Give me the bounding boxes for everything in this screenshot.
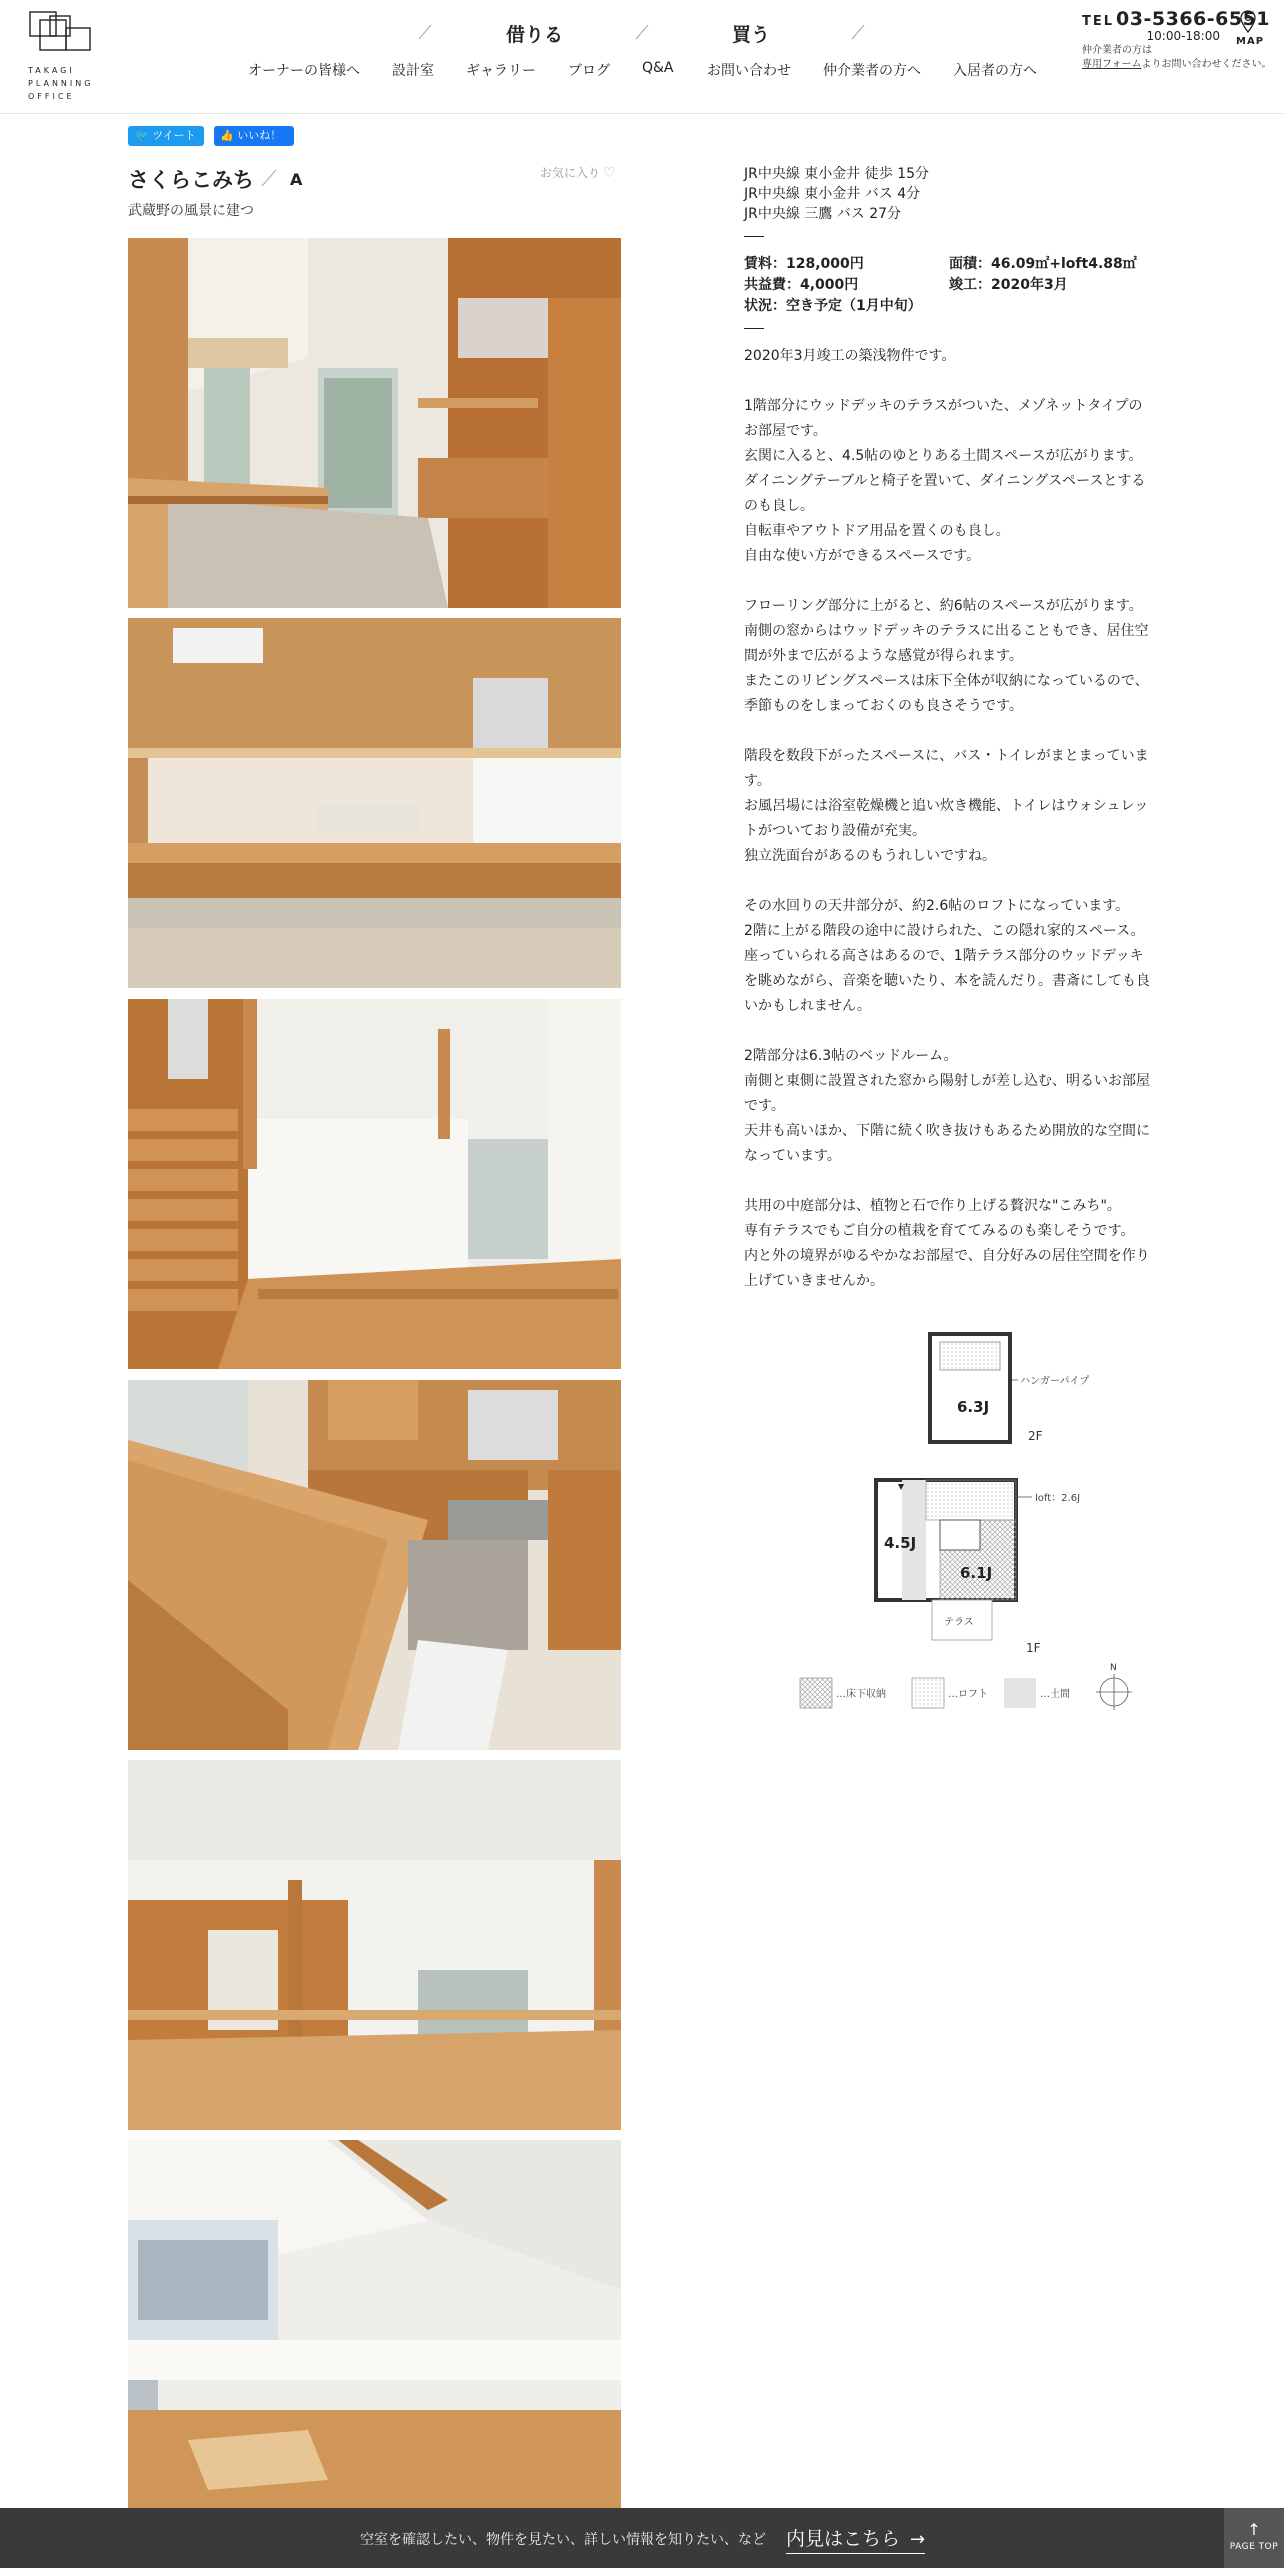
page-top-button[interactable]	[1224, 2508, 1284, 2568]
photo-interior-2	[128, 618, 621, 988]
phone-number[interactable]	[1082, 8, 1271, 30]
access-line: JR中央線 東小金井 徒歩 15分	[744, 166, 930, 182]
divider-rule	[744, 328, 764, 329]
legend-storage: …床下収納	[836, 1689, 886, 1700]
description-paragraph: その水回りの天井部分が、約2.6帖のロフトになっています。 2階に上がる階段の途中に設けられた、この隠れ家的スペース。 座っていられる高さはあるので、1階テラス部分のウッドデッキを眺めながら、音楽を聴いたり、本を読んだり。書斎にしても良いかもしれません。	[744, 898, 1150, 1014]
thumbs-up-icon: 👍	[220, 129, 234, 142]
tweet-label: ツイート	[152, 129, 196, 142]
logo-text-line1: TAKAGI	[28, 66, 75, 75]
fp-terrace-label: テラス	[944, 1617, 974, 1628]
agent-note-line2	[1082, 58, 1272, 72]
fp-loft-label: loft：2.6J	[1035, 1493, 1081, 1504]
sub-nav-design-studio[interactable]: 設計室	[392, 63, 434, 79]
description-paragraph: 2階部分は6.3帖のベッドルーム。 南側と東側に設置された窓から陽射しが差し込む、明るいお部屋です。 天井も高いほか、下階に続く吹き抜けもあるため開放的な空間になっています。	[744, 1048, 1150, 1164]
legend-loft: …ロフト	[948, 1689, 988, 1700]
property-specs	[744, 254, 1164, 317]
map-pin-icon	[1239, 10, 1257, 34]
property-name: さくらこみち	[128, 168, 254, 192]
fp-room-2f: 6.3J	[957, 1398, 990, 1416]
logo-text-line2: PLANNING	[28, 79, 94, 88]
access-line: JR中央線 東小金井 バス 4分	[744, 186, 921, 202]
fp-floor-2f: 2F	[1028, 1429, 1043, 1443]
floor-plan-drawing	[790, 1322, 1162, 1717]
property-photo[interactable]	[128, 999, 621, 1369]
spec-rent: 賃料：128,000円	[744, 256, 864, 272]
viewing-link[interactable]	[786, 2524, 925, 2554]
cta-text: 空室を確認したい、物件を見たい、詳しい情報を知りたい、など	[360, 2532, 766, 2548]
fp-floor-1f: 1F	[1026, 1641, 1041, 1655]
sub-nav-residents[interactable]: 入居者の方へ	[953, 63, 1037, 79]
property-description	[744, 344, 1154, 1294]
property-photo[interactable]	[128, 2140, 621, 2508]
description-paragraph: 階段を数段下がったスペースに、バス・トイレがまとまっています。 お風呂場には浴室乾燥機と追い炊き機能、トイレはウォシュレットがついており設備が充実。 独立洗面台があるのもうれしいですね。	[744, 748, 1149, 864]
slash-divider	[632, 22, 652, 42]
north-arrow-icon	[1096, 1663, 1132, 1710]
facebook-like-button[interactable]	[214, 126, 294, 146]
nav-rent[interactable]: 借りる	[506, 24, 564, 46]
slash-divider	[848, 22, 868, 42]
arrow-up-icon: ↑	[1247, 2520, 1261, 2539]
photo-interior-5	[128, 1760, 621, 2130]
nav-buy[interactable]: 買う	[732, 24, 771, 46]
property-subtitle: 武蔵野の風景に建つ	[128, 203, 254, 219]
logo-text-line3: OFFICE	[28, 92, 75, 101]
access-info	[744, 164, 929, 224]
divider-rule	[744, 236, 764, 237]
sub-nav-owners[interactable]: オーナーの皆様へ	[248, 63, 360, 79]
legend-doma: …土間	[1040, 1689, 1070, 1700]
description-paragraph: 1階部分にウッドデッキのテラスがついた、メゾネットタイプのお部屋です。 玄関に入ると、4.5帖のゆとりある土間スペースが広がります。 ダイニングテーブルと椅子を置いて、ダイニングスペースとするのも良し。 自転車やアウトドア用品を置くのも良し。 自由な使い方ができるスペースです。	[744, 398, 1146, 564]
slash-divider	[258, 166, 280, 190]
tel-prefix: TEL	[1082, 14, 1115, 29]
favorite-label: お気に入り	[540, 166, 601, 180]
spec-common-fee: 共益費：4,000円	[744, 277, 859, 293]
property-photo[interactable]	[128, 238, 621, 608]
fp-room-61: 6.1J	[960, 1564, 993, 1582]
sub-nav-blog[interactable]: ブログ	[568, 63, 610, 79]
property-unit: A	[290, 170, 303, 189]
map-button[interactable]	[1236, 10, 1265, 50]
photo-interior-6	[128, 2140, 621, 2508]
description-paragraph: フローリング部分に上がると、約6帖のスペースが広がります。 南側の窓からはウッドデッキのテラスに出ることもでき、居住空間が外まで広がるような感覚が得られます。 またこのリビングスペースは床下全体が収納になっているので、季節ものをしまっておくのも良さそうです。	[744, 598, 1149, 714]
property-photo[interactable]	[128, 1380, 621, 1750]
agent-note-suffix: よりお問い合わせください。	[1141, 59, 1272, 70]
viewing-link-label: 内見はこちら	[786, 2528, 901, 2550]
tel-number: 03-5366-6551	[1116, 8, 1271, 30]
sub-nav-gallery[interactable]: ギャラリー	[466, 63, 536, 79]
page-top-label: PAGE TOP	[1229, 2542, 1279, 2552]
site-header	[0, 0, 1284, 114]
property-photo[interactable]	[128, 1760, 621, 2130]
twitter-bird-icon: 🐦	[135, 129, 149, 142]
agent-form-link[interactable]: 専用フォーム	[1082, 59, 1142, 70]
logo-mark	[28, 10, 94, 52]
photo-interior-1	[128, 238, 621, 608]
spec-status: 状況：空き予定（1月中旬）	[744, 298, 922, 314]
description-paragraph: 2020年3月竣工の築浅物件です。	[744, 348, 956, 364]
fp-hanger-label: ハンガーパイプ	[1020, 1376, 1090, 1387]
agent-note-line1: 仲介業者の方は	[1082, 45, 1152, 56]
access-line: JR中央線 三鷹 バス 27分	[744, 206, 902, 222]
fp-room-45: 4.5J	[884, 1534, 917, 1552]
floor-plan[interactable]	[790, 1322, 1162, 1717]
arrow-right-icon: →	[910, 2529, 926, 2550]
like-label: いいね！	[237, 129, 282, 142]
sub-nav-contact[interactable]: お問い合わせ	[707, 63, 791, 79]
viewing-cta-bar	[0, 2508, 1284, 2568]
spec-completed: 竣工：2020年3月	[949, 277, 1068, 293]
map-label: MAP	[1236, 36, 1265, 47]
tweet-button[interactable]	[128, 126, 204, 146]
description-paragraph: 共用の中庭部分は、植物と石で作り上げる贅沢な"こみち"。 専有テラスでもご自分の植栽を育ててみるのも楽しそうです。 内と外の境界がゆるやかなお部屋で、自分好みの居住空間を作り上げていきませんか。	[744, 1198, 1150, 1289]
sub-nav-qa[interactable]: Q&A	[642, 60, 674, 76]
logo-text	[28, 64, 94, 103]
business-hours: 10:00-18:00	[1146, 29, 1220, 43]
photo-interior-3	[128, 999, 621, 1369]
north-label: N	[1110, 1663, 1117, 1673]
sub-nav-agents[interactable]: 仲介業者の方へ	[823, 63, 921, 79]
site-logo[interactable]	[28, 10, 94, 102]
photo-interior-4	[128, 1380, 621, 1750]
property-photo[interactable]	[128, 618, 621, 988]
favorite-button[interactable]	[540, 164, 616, 181]
heart-icon: ♡	[603, 165, 616, 181]
slash-divider	[415, 22, 435, 42]
spec-area: 面積：46.09㎡+loft4.88㎡	[949, 256, 1137, 272]
